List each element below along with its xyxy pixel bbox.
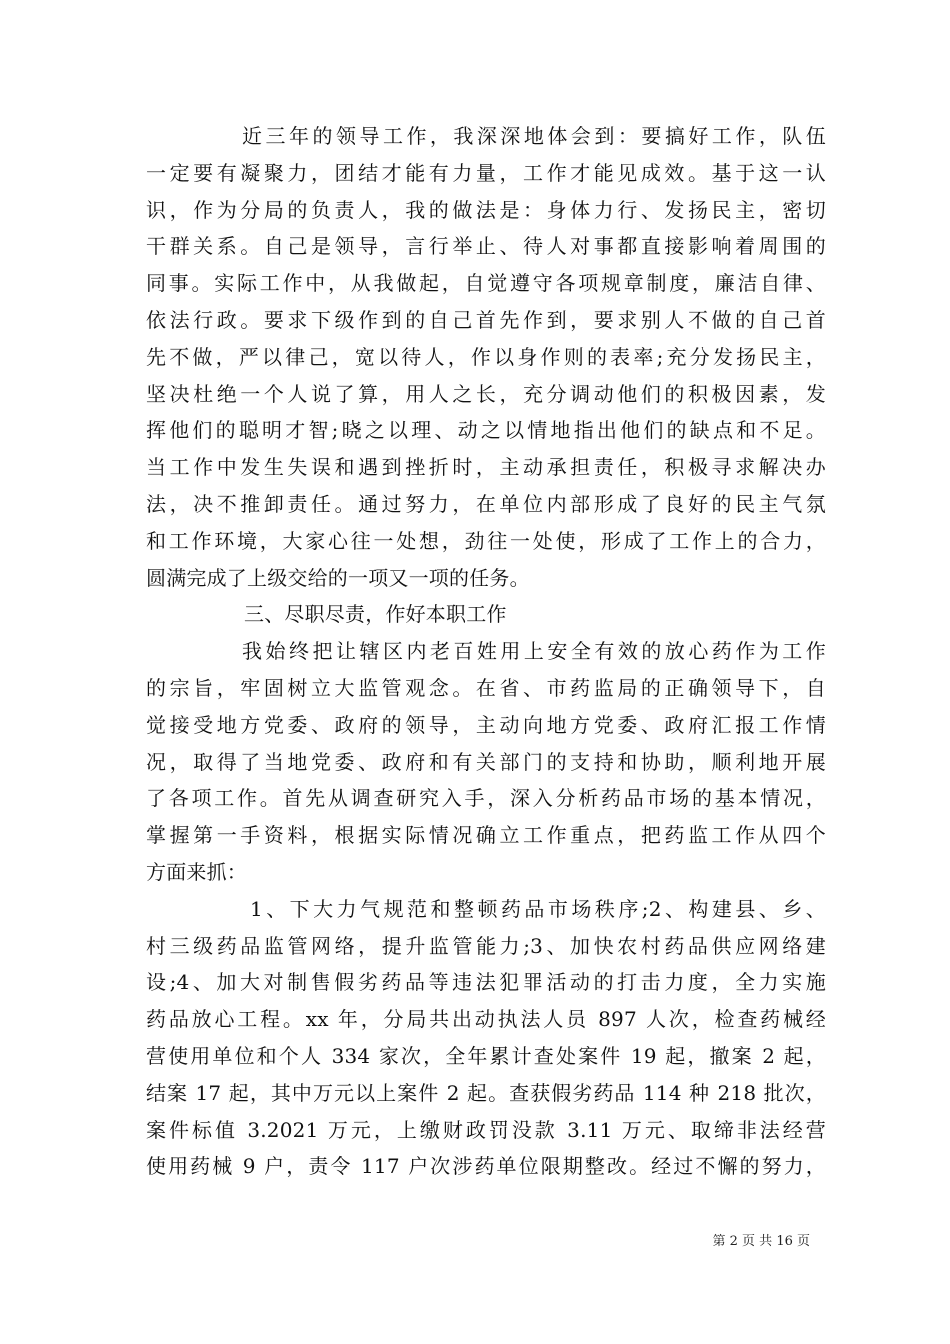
text-line: 营使用单位和个人 334 家次，全年累计查处案件 19 起，撤案 2 起， — [146, 1043, 826, 1068]
text-line: 药品放心工程。xx 年，分局共出动执法人员 897 人次，检查药械经 — [146, 1007, 826, 1032]
text-line: 况，取得了当地党委、政府和有关部门的支持和协助，顺利地开展 — [146, 749, 826, 774]
text-line: 挥他们的聪明才智;晓之以理、动之以情地指出他们的缺点和不足。 — [146, 418, 826, 443]
text-line: 坚决杜绝一个人说了算，用人之长，充分调动他们的积极因素，发 — [146, 381, 826, 406]
text-line: 先不做，严以律己，宽以待人，作以身作则的表率;充分发扬民主， — [146, 344, 826, 369]
text-line: 法，决不推卸责任。通过努力，在单位内部形成了良好的民主气氛 — [146, 491, 826, 516]
section-heading: 三、尽职尽责，作好本职工作 — [244, 602, 507, 627]
text-line: 一定要有凝聚力，团结才能有力量，工作才能见成效。基于这一认 — [146, 160, 826, 185]
body-text — [146, 118, 826, 1185]
text-line: 圆满完成了上级交给的一项又一项的任务。 — [146, 565, 530, 590]
text-line: 案件标值 3.2021 万元，上缴财政罚没款 3.11 万元、取缔非法经营 — [146, 1117, 826, 1142]
text-line: 方面来抓： — [146, 859, 247, 884]
text-line: 近三年的领导工作，我深深地体会到：要搞好工作，队伍 — [242, 124, 826, 148]
text-line: 的宗旨，牢固树立大监管观念。在省、市药监局的正确领导下，自 — [146, 675, 826, 700]
text-line: 依法行政。要求下级作到的自己首先作到，要求别人不做的自己首 — [146, 307, 826, 332]
text-line: 当工作中发生失误和遇到挫折时，主动承担责任，积极寻求解决办 — [146, 455, 826, 480]
text-line: 识，作为分局的负责人，我的做法是：身体力行、发扬民主，密切 — [146, 197, 826, 222]
text-line: 使用药械 9 户，责令 117 户次涉药单位限期整改。经过不懈的努力， — [146, 1154, 826, 1179]
text-line: 和工作环境，大家心往一处想，劲往一处使，形成了工作上的合力， — [146, 528, 826, 553]
text-line: 同事。实际工作中，从我做起，自觉遵守各项规章制度，廉洁自律、 — [146, 271, 826, 296]
text-line: 觉接受地方党委、政府的领导，主动向地方党委、政府汇报工作情 — [146, 712, 826, 737]
text-line: 掌握第一手资料，根据实际情况确立工作重点，把药监工作从四个 — [146, 823, 826, 848]
text-line: 设;4、加大对制售假劣药品等违法犯罪活动的打击力度，全力实施 — [146, 970, 826, 995]
text-line: 了各项工作。首先从调查研究入手，深入分析药品市场的基本情况， — [146, 786, 826, 811]
text-line: 我始终把让辖区内老百姓用上安全有效的放心药作为工作 — [242, 639, 826, 664]
text-line: 村三级药品监管网络，提升监管能力;3、加快农村药品供应网络建 — [146, 933, 826, 958]
text-line: 干群关系。自己是领导，言行举止、待人对事都直接影响着周围的 — [146, 234, 826, 259]
text-line: 结案 17 起，其中万元以上案件 2 起。查获假劣药品 114 种 218 批次， — [146, 1080, 826, 1105]
page-number: 第 2 页 共 16 页 — [712, 1234, 810, 1249]
text-line: 1、下大力气规范和整顿药品市场秩序;2、构建县、乡、 — [250, 896, 826, 921]
